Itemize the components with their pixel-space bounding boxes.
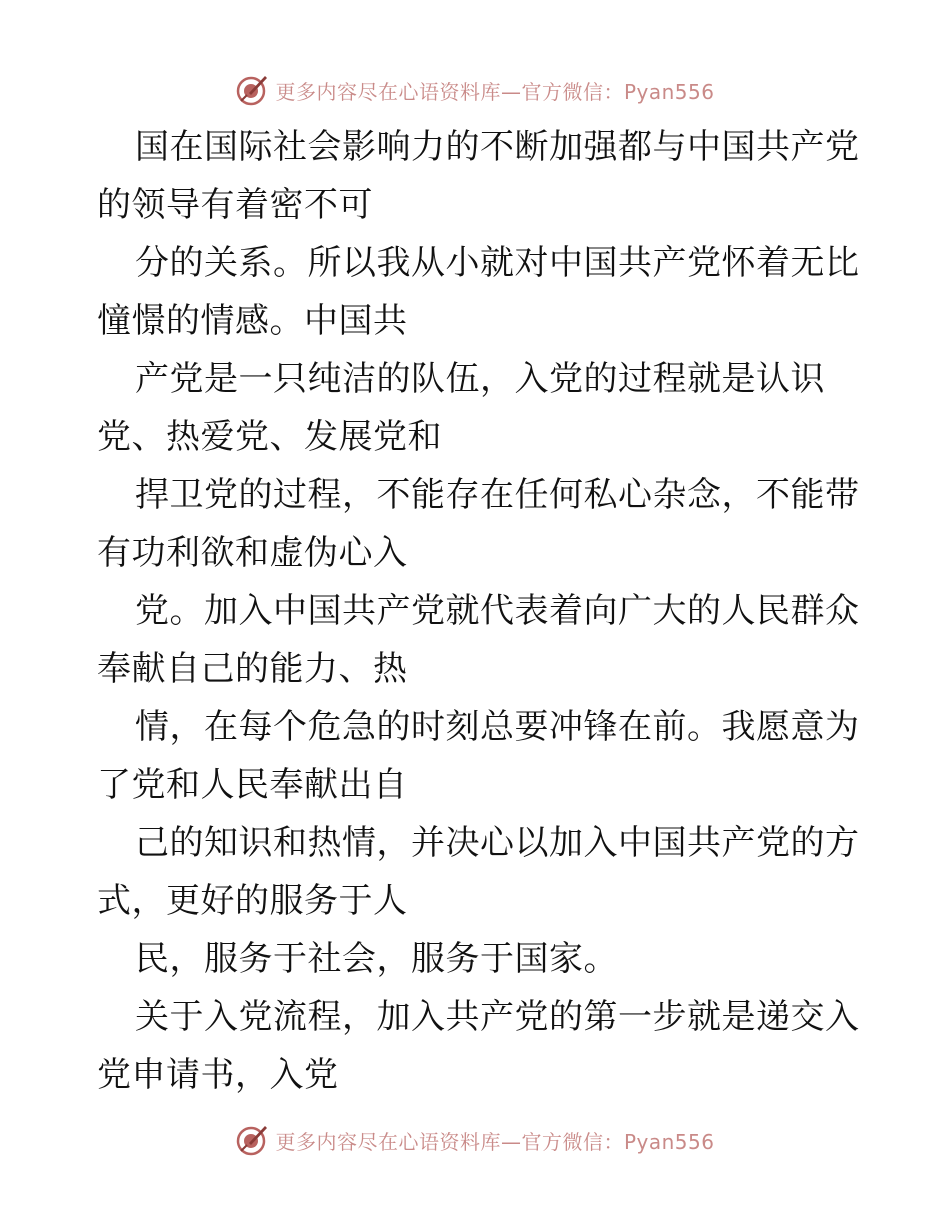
document-body	[97, 118, 860, 1104]
body-line: 奉献自己的能力、热	[97, 649, 408, 689]
header-banner-text: 更多内容尽在心语资料库—官方微信：Pyan556	[275, 79, 715, 104]
body-line: 民，服务于社会，服务于国家。	[135, 939, 618, 979]
body-line: 党、热爱党、发展党和	[97, 417, 442, 457]
quill-seal-icon	[235, 73, 269, 107]
header-banner	[0, 70, 950, 110]
body-line: 关于入党流程，加入共产党的第一步就是递交入	[135, 997, 860, 1037]
body-line: 式，更好的服务于人	[97, 881, 408, 921]
body-line: 情，在每个危急的时刻总要冲锋在前。我愿意为	[135, 707, 860, 747]
body-line: 憧憬的情感。中国共	[97, 301, 408, 341]
body-line: 了党和人民奉献出自	[97, 765, 408, 805]
body-line: 捍卫党的过程，不能存在任何私心杂念，不能带	[135, 475, 860, 515]
footer-banner-text: 更多内容尽在心语资料库—官方微信：Pyan556	[275, 1129, 715, 1154]
body-line: 分的关系。所以我从小就对中国共产党怀着无比	[135, 243, 860, 283]
quill-seal-icon	[235, 1123, 269, 1157]
body-line: 党。加入中国共产党就代表着向广大的人民群众	[135, 591, 860, 631]
body-line: 有功利欲和虚伪心入	[97, 533, 408, 573]
body-line: 国在国际社会影响力的不断加强都与中国共产党	[135, 127, 860, 167]
body-line: 产党是一只纯洁的队伍，入党的过程就是认识	[135, 359, 825, 399]
footer-banner	[0, 1120, 950, 1160]
body-line: 的领导有着密不可	[97, 185, 373, 225]
body-line: 己的知识和热情，并决心以加入中国共产党的方	[135, 823, 860, 863]
body-line: 党申请书，入党	[97, 1055, 339, 1095]
